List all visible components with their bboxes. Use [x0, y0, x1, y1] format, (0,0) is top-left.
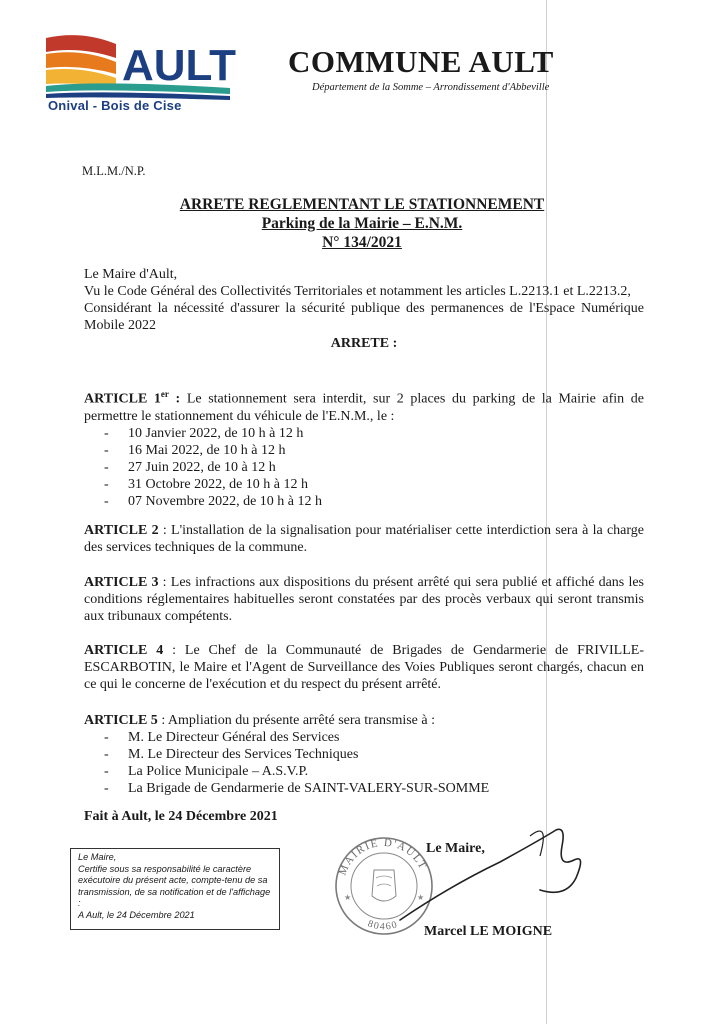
decree-title: ARRETE REGLEMENTANT LE STATIONNEMENT	[179, 196, 545, 213]
article-5-recipients	[84, 729, 644, 797]
list-item: - 10 Janvier 2022, de 10 h à 12 h	[84, 425, 644, 442]
list-item: - 27 Juin 2022, de 10 à 12 h	[84, 459, 644, 476]
svg-text:★: ★	[344, 893, 352, 902]
logo-text: AULT	[122, 41, 237, 90]
article-1-sup: er	[160, 389, 169, 399]
preamble-considering: Considérant la nécessité d'assurer la sécurité publique des permanences de l'Espace Numérique Mobile 2022	[84, 301, 644, 333]
article-3-label: ARTICLE 3	[84, 575, 159, 590]
done-at: Fait à Ault, le 24 Décembre 2021	[84, 809, 278, 824]
decree-number: N° 134/2021	[322, 234, 402, 251]
article-1-colon: :	[168, 391, 181, 407]
article-4	[84, 642, 644, 693]
signature-name: Marcel LE MOIGNE	[424, 924, 553, 939]
article-3-text: : Les infractions aux dispositions du présent arrêté qui sera publié et affiché dans les conditions réglementaires habituelles seront constatées par des procès verbaux qui seront transmis aux tribunaux compétents.	[84, 575, 644, 624]
article-2	[84, 522, 644, 556]
list-item: - 07 Novembre 2022, de 10 h à 12 h	[84, 493, 644, 510]
department-line: Département de la Somme – Arrondissement d'Abbeville	[312, 82, 550, 93]
article-5-label: ARTICLE 5	[84, 713, 158, 728]
list-item: - La Police Municipale – A.S.V.P.	[84, 763, 644, 780]
article-4-text: : Le Chef de la Communauté de Brigades de Gendarmerie de FRIVILLE-ESCARBOTIN, le Maire et l'Agent de Surveillance des Voies Publiques seront chargés, chacun en ce qui le concerne de l'exécution et du respect du présent arrêté.	[84, 643, 644, 692]
list-item: - M. Le Directeur Général des Services	[84, 729, 644, 746]
svg-text:★: ★	[417, 893, 425, 902]
preamble-code: Vu le Code Général des Collectivités Territoriales et notamment les articles L.2213.1 et L.2213.2,	[84, 284, 631, 299]
stamp-top-text: MAIRIE D'AULT	[336, 836, 430, 878]
certification-box	[70, 848, 280, 930]
mayor-signature	[390, 816, 610, 926]
article-3	[84, 574, 644, 625]
decree-subtitle: Parking de la Mairie – E.N.M.	[261, 215, 463, 232]
certification-date: A Ault, le 24 Décembre 2021	[78, 909, 195, 920]
article-1-label: ARTICLE 1	[84, 391, 161, 407]
stamp-code: 80460	[366, 918, 400, 933]
reference-initials: M.L.M./N.P.	[82, 164, 146, 178]
article-5-text: : Ampliation du présente arrêté sera transmise à :	[157, 713, 435, 728]
signature-role: Le Maire,	[426, 841, 485, 856]
article-5	[84, 712, 644, 797]
article-2-text: : L'installation de la signalisation pour matérialiser cette interdiction sera à la charge des services techniques de la commune.	[84, 523, 644, 555]
article-1-text: Le stationnement sera interdit, sur 2 places du parking de la Mairie afin de permettre le stationnement du véhicule de l'E.N.M., le :	[84, 391, 644, 424]
article-4-label: ARTICLE 4	[84, 643, 164, 658]
certification-text: Certifie sous sa responsabilité le caractère exécutoire du présent acte, compte-tenu de sa transmission, de sa notification et de l'affichage :	[78, 863, 271, 908]
article-1-dates	[84, 425, 644, 510]
arrete-heading: ARRETE :	[330, 336, 398, 351]
article-2-label: ARTICLE 2	[84, 523, 159, 538]
commune-title: COMMUNE AULT	[288, 44, 554, 79]
list-item: - 16 Mai 2022, de 10 h à 12 h	[84, 442, 644, 459]
logo-subtitle: Onival - Bois de Cise	[48, 98, 182, 113]
list-item: - La Brigade de Gendarmerie de SAINT-VALERY-SUR-SOMME	[84, 780, 644, 797]
article-1	[84, 386, 644, 510]
list-item: - M. Le Directeur des Services Techniques	[84, 746, 644, 763]
preamble-mayor: Le Maire d'Ault,	[84, 267, 178, 282]
preamble	[84, 266, 644, 352]
certification-mayor: Le Maire,	[78, 852, 117, 862]
list-item: - 31 Octobre 2022, de 10 h à 12 h	[84, 476, 644, 493]
